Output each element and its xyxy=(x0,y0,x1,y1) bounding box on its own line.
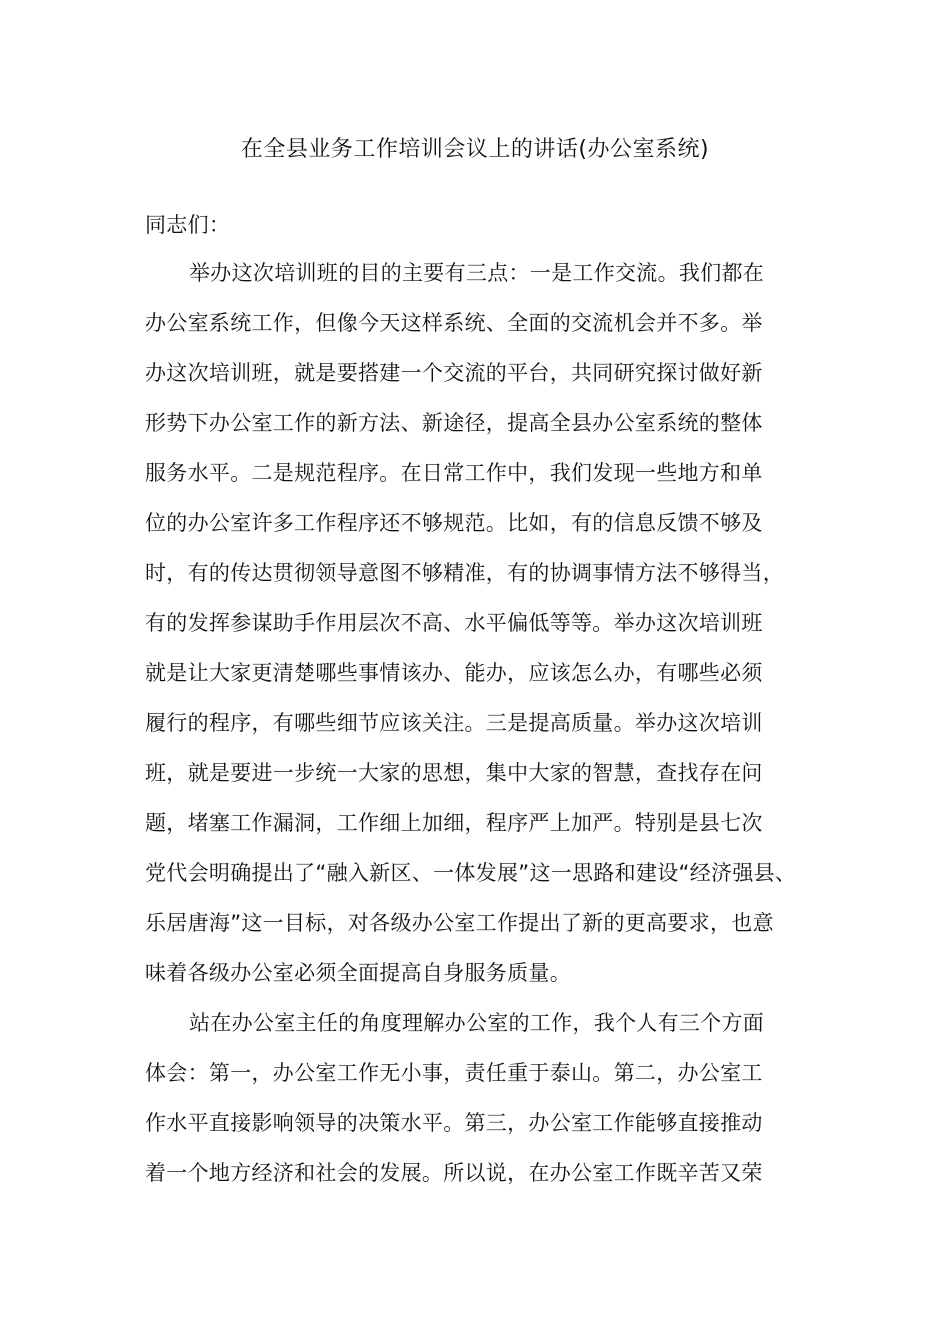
document-title: 在全县业务工作培训会议上的讲话(办公室系统) xyxy=(240,137,710,162)
paragraph-line: 形势下办公室工作的新方法、新途径，提高全县办公室系统的整体 xyxy=(145,411,763,435)
paragraph-line: 位的办公室许多工作程序还不够规范。比如，有的信息反馈不够及 xyxy=(145,511,763,535)
paragraph-line: 班，就是要进一步统一大家的思想，集中大家的智慧，查找存在问 xyxy=(145,761,763,785)
paragraph-line: 办公室系统工作，但像今天这样系统、全面的交流机会并不多。举 xyxy=(145,311,763,335)
paragraph-line: 服务水平。二是规范程序。在日常工作中，我们发现一些地方和单 xyxy=(145,461,763,485)
paragraph-line: 着一个地方经济和社会的发展。所以说，在办公室工作既辛苦又荣 xyxy=(145,1161,763,1185)
paragraph-line: 履行的程序，有哪些细节应该关注。三是提高质量。举办这次培训 xyxy=(145,711,763,735)
paragraph-line: 乐居唐海”这一目标，对各级办公室工作提出了新的更高要求，也意 xyxy=(145,911,774,935)
paragraph-line: 就是让大家更清楚哪些事情该办、能办，应该怎么办，有哪些必须 xyxy=(145,661,763,685)
paragraph-line: 有的发挥参谋助手作用层次不高、水平偏低等等。举办这次培训班 xyxy=(145,611,763,635)
paragraph-line: 味着各级办公室必须全面提高自身服务质量。 xyxy=(145,961,571,985)
paragraph-line: 举办这次培训班的目的主要有三点：一是工作交流。我们都在 xyxy=(189,261,765,285)
paragraph-line: 体会：第一，办公室工作无小事，责任重于泰山。第二，办公室工 xyxy=(145,1061,763,1085)
paragraph-line: 题，堵塞工作漏洞，工作细上加细，程序严上加严。特别是县七次 xyxy=(145,811,763,835)
salutation: 同志们： xyxy=(145,213,231,237)
paragraph-line: 站在办公室主任的角度理解办公室的工作，我个人有三个方面 xyxy=(189,1011,765,1035)
paragraph-line: 作水平直接影响领导的决策水平。第三，办公室工作能够直接推动 xyxy=(145,1111,763,1135)
paragraph-line: 办这次培训班，就是要搭建一个交流的平台，共同研究探讨做好新 xyxy=(145,361,763,385)
paragraph-line: 时，有的传达贯彻领导意图不够精准，有的协调事情方法不够得当， xyxy=(145,561,784,585)
paragraph-line: 党代会明确提出了“融入新区、一体发展”这一思路和建设“经济强县、 xyxy=(145,861,797,885)
